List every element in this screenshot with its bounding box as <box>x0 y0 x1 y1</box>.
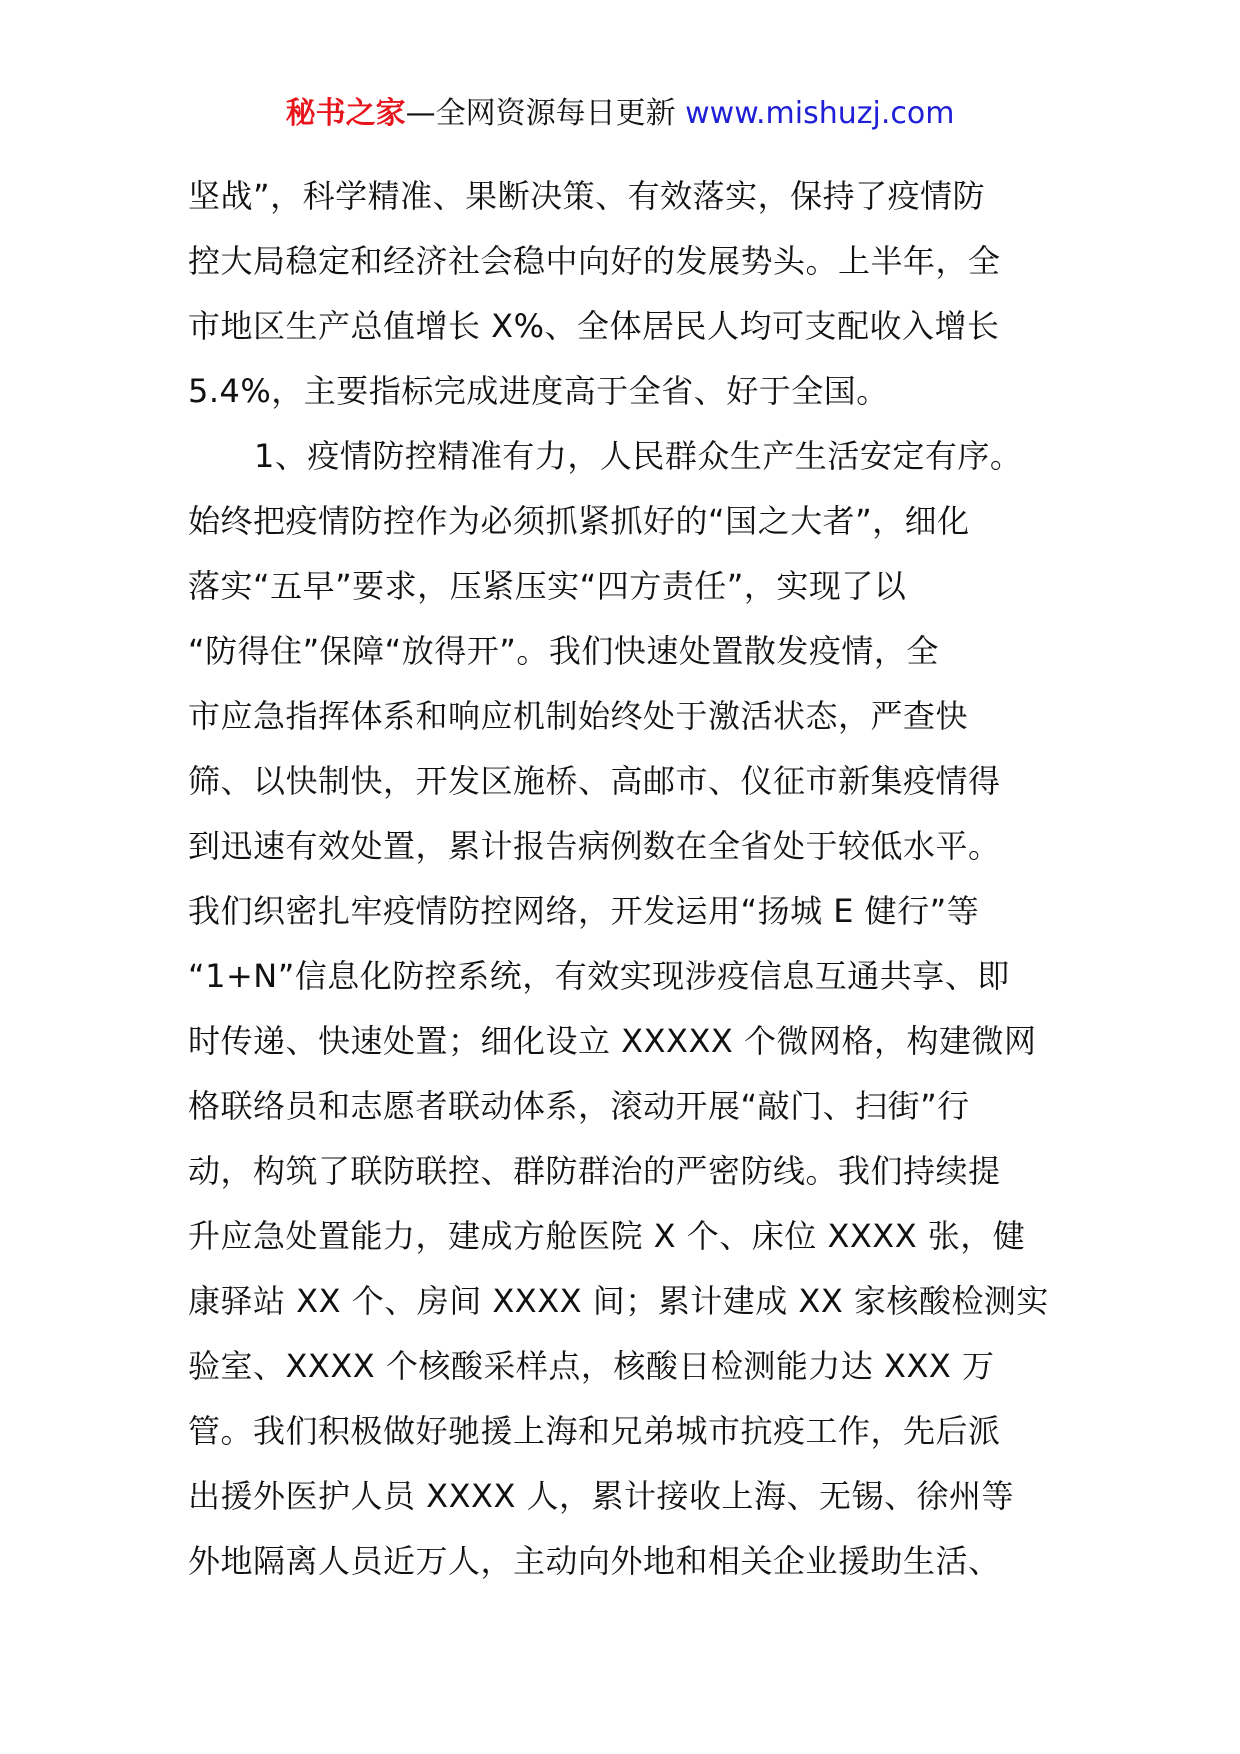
brand-name: 秘书之家 <box>285 96 406 131</box>
text-line: 外地隔离人员近万人，主动向外地和相关企业援助生活、 <box>188 1542 1001 1580</box>
text-line: “1+N”信息化防控系统，有效实现涉疫信息互通共享、即 <box>188 957 1010 995</box>
text-line: 格联络员和志愿者联动体系，滚动开展“敲门、扫街”行 <box>188 1087 970 1125</box>
text-line: 验室、XXXX 个核酸采样点，核酸日检测能力达 XXX 万 <box>188 1347 995 1385</box>
text-line: 坚战”，科学精准、果断决策、有效落实，保持了疫情防 <box>188 177 986 215</box>
text-line: 5.4%，主要指标完成进度高于全省、好于全国。 <box>188 372 889 410</box>
text-line: 市地区生产总值增长 X%、全体居民人均可支配收入增长 <box>188 307 1000 345</box>
text-line: 时传递、快速处置；细化设立 XXXXX 个微网格，构建微网 <box>188 1022 1037 1060</box>
document-body <box>188 164 1068 1594</box>
text-line: 落实“五早”要求，压紧压实“四方责任”，实现了以 <box>188 567 907 605</box>
text-line: “防得住”保障“放得开”。我们快速处置散发疫情，全 <box>188 632 939 670</box>
text-line: 出援外医护人员 XXXX 人，累计接收上海、无锡、徐州等 <box>188 1477 1015 1515</box>
text-line: 始终把疫情防控作为必须抓紧抓好的“国之大者”，细化 <box>188 502 970 540</box>
text-line: 升应急处置能力，建成方舱医院 X 个、床位 XXXX 张，健 <box>188 1217 1026 1255</box>
text-line: 我们织密扎牢疫情防控网络，开发运用“扬城 E 健行”等 <box>188 892 980 930</box>
text-line: 管。我们积极做好驰援上海和兄弟城市抗疫工作，先后派 <box>188 1412 1001 1450</box>
text-line: 康驿站 XX 个、房间 XXXX 间；累计建成 XX 家核酸检测实 <box>188 1282 1049 1320</box>
text-line: 控大局稳定和经济社会稳中向好的发展势头。上半年，全 <box>188 242 1001 280</box>
page-header <box>0 94 1240 134</box>
section-heading-line: 1、疫情防控精准有力，人民群众生产生活安定有序。 <box>254 437 1023 475</box>
text-line: 动，构筑了联防联控、群防群治的严密防线。我们持续提 <box>188 1152 1001 1190</box>
text-line: 筛、以快制快，开发区施桥、高邮市、仪征市新集疫情得 <box>188 762 1001 800</box>
website-link[interactable]: www.mishuzj.com <box>685 96 955 131</box>
header-tagline: —全网资源每日更新 <box>405 96 676 131</box>
text-line: 市应急指挥体系和响应机制始终处于激活状态，严查快 <box>188 697 969 735</box>
text-line: 到迅速有效处置，累计报告病例数在全省处于较低水平。 <box>188 827 1001 865</box>
